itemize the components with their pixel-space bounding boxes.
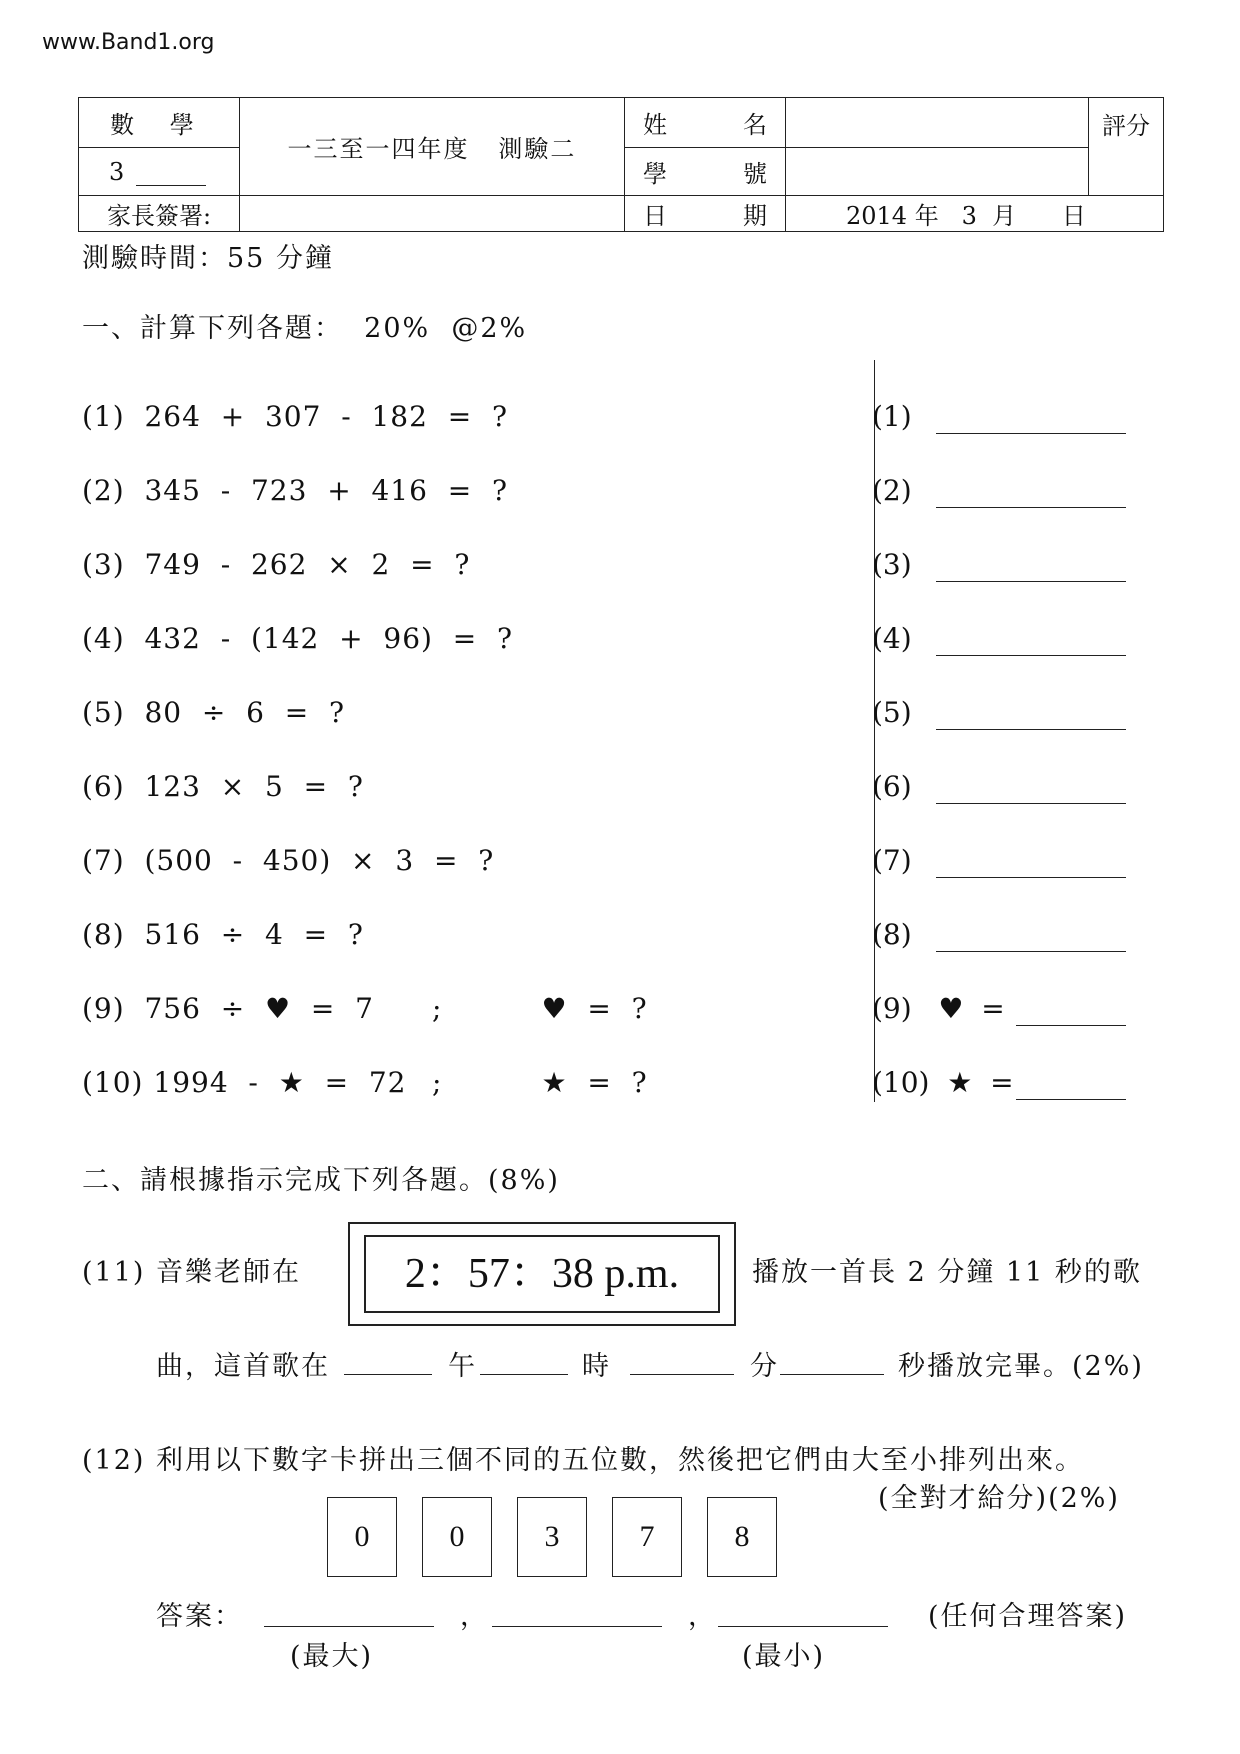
smallest-label: (最小) [742,1641,826,1672]
q11-suffix: 播放一首長 2 分鐘 11 秒的歌 [752,1257,1142,1288]
answer-label-1: (1) [872,400,912,433]
header-table [78,97,1164,232]
digit-card: 7 [612,1497,682,1577]
answer-label-6: (6) [872,770,912,803]
grade-value: 3 [109,157,125,186]
answer-label-8: (8) [872,918,912,951]
question-5: (5) 80 ÷ 6 = ? [82,696,346,729]
q11-line2-a: 曲，這首歌在 [156,1351,330,1382]
comma-2: ， [688,1601,717,1632]
year-test-cell: 一三至一四年度 測驗二 [240,98,625,196]
parent-label: 家長簽署: [79,196,240,232]
answer-blank-10[interactable] [1016,1099,1126,1100]
question-10: (10) 1994 - ★ = 72 [82,1066,407,1099]
date-label: 日 期 [625,196,786,232]
answer-label-9: (9) ♥ = [872,992,1005,1025]
answer-blank-8[interactable] [936,951,1126,952]
section1-title: 一、計算下列各題： 20% @2% [82,313,528,344]
answer-blank-1[interactable] [936,433,1126,434]
answer-column-divider [874,360,875,1102]
digit-card: 3 [517,1497,587,1577]
question-4: (4) 432 - (142 + 96) = ? [82,622,514,655]
question-8: (8) 516 ÷ 4 = ? [82,918,364,951]
digit-card: 0 [327,1497,397,1577]
q12-blank-largest[interactable] [264,1626,434,1627]
answer-blank-2[interactable] [936,507,1126,508]
answer-blank-9[interactable] [1016,1025,1126,1026]
q11-line2-d: 分 [750,1351,779,1382]
q11-blank-ampm[interactable] [344,1374,432,1375]
name-label: 姓 名 [625,98,786,148]
question-10-sub: ; ★ = ? [432,1066,648,1099]
largest-label: (最大) [290,1641,374,1672]
digit-card: 8 [707,1497,777,1577]
digit-card: 0 [422,1497,492,1577]
question-1: (1) 264 + 307 - 182 = ? [82,400,508,433]
score-label: 評分 [1089,98,1164,196]
answer-label: 答案： [156,1601,243,1632]
duration: 測驗時間：55 分鐘 [82,243,334,274]
grade-cell [79,148,240,196]
name-field[interactable] [786,98,1089,148]
q11-blank-hour[interactable] [480,1374,568,1375]
answer-label-2: (2) [872,474,912,507]
site-watermark: www.Band1.org [42,30,215,55]
question-3: (3) 749 - 262 × 2 = ? [82,548,471,581]
answer-blank-6[interactable] [936,803,1126,804]
answer-blank-3[interactable] [936,581,1126,582]
comma-1: ， [460,1601,489,1632]
q12-blank-middle[interactable] [492,1626,662,1627]
class-blank[interactable] [136,163,206,186]
answer-label-3: (3) [872,548,912,581]
q11-prefix: (11) 音樂老師在 [82,1257,302,1288]
answer-label-7: (7) [872,844,912,877]
question-6: (6) 123 × 5 = ? [82,770,364,803]
q11-blank-minute[interactable] [630,1374,734,1375]
subject-cell: 數 學 [79,98,240,148]
answer-label-10: (10) ★ = [872,1066,1014,1099]
q11-blank-second[interactable] [780,1374,884,1375]
clock-display: 2：57：38 p.m. [364,1235,720,1313]
answer-label-4: (4) [872,622,912,655]
answer-blank-7[interactable] [936,877,1126,878]
number-field[interactable] [786,148,1089,196]
q11-line2-c: 時 [582,1351,611,1382]
answer-label-5: (5) [872,696,912,729]
answer-blank-5[interactable] [936,729,1126,730]
answer-blank-4[interactable] [936,655,1126,656]
q12-note: (全對才給分)(2%) [878,1483,1120,1514]
q11-line2-e: 秒播放完畢。(2%) [898,1351,1144,1382]
section2-title: 二、請根據指示完成下列各題。(8%) [82,1165,560,1196]
number-label: 學 號 [625,148,786,196]
question-7: (7) (500 - 450) × 3 = ? [82,844,495,877]
q12-text: (12) 利用以下數字卡拼出三個不同的五位數，然後把它們由大至小排列出來。 [82,1445,1085,1476]
parent-sign-field[interactable] [240,196,625,232]
date-value: 2014 年 3 月 日 [786,196,1164,232]
question-2: (2) 345 - 723 + 416 = ? [82,474,508,507]
question-9-sub: ; ♥ = ? [432,992,648,1025]
question-9: (9) 756 ÷ ♥ = 7 [82,992,374,1025]
q12-blank-smallest[interactable] [718,1626,888,1627]
q11-line2-b: 午 [448,1351,477,1382]
any-reasonable-note: (任何合理答案) [928,1601,1128,1632]
